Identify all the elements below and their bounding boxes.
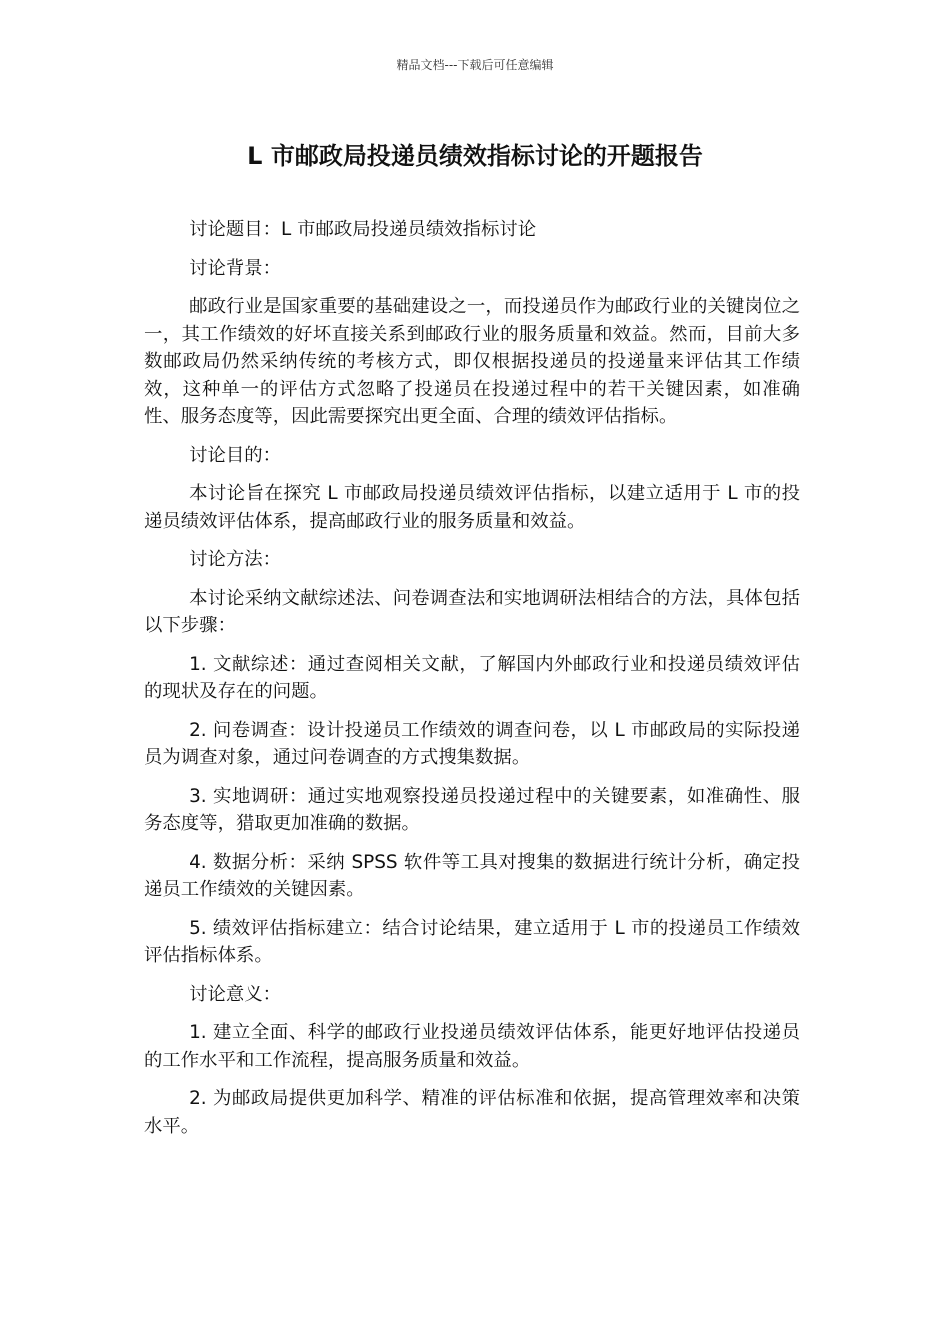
background-paragraph: 邮政行业是国家重要的基础建设之一，而投递员作为邮政行业的关键岗位之一，其工作绩效的好坏直接关系到邮政行业的服务质量和效益。然而，目前大多数邮政局仍然采纳传统的考核方式，即仅根据投递员的投递量来评估其工作绩效，这种单一的评估方式忽略了投递员在投递过程中的若干关键因素，如准确性、服务态度等，因此需要探究出更全面、合理的绩效评估指标。	[144, 296, 800, 427]
document-body	[144, 216, 800, 1151]
document-title: L 市邮政局投递员绩效指标讨论的开题报告	[247, 142, 703, 170]
purpose-paragraph: 本讨论旨在探究 L 市邮政局投递员绩效评估指标，以建立适用于 L 市的投递员绩效评估体系，提高邮政行业的服务质量和效益。	[144, 483, 800, 532]
method-intro-paragraph: 本讨论采纳文献综述法、问卷调查法和实地调研法相结合的方法，具体包括以下步骤：	[144, 587, 800, 636]
section-heading-significance: 讨论意义：	[189, 983, 282, 1005]
section-heading-purpose: 讨论目的：	[189, 444, 282, 466]
topic-line: 讨论题目：L 市邮政局投递员绩效指标讨论	[189, 219, 537, 240]
method-step-2: 2. 问卷调查：设计投递员工作绩效的调查问卷，以 L 市邮政局的实际投递员为调查对象，通过问卷调查的方式搜集数据。	[144, 719, 800, 768]
section-heading-background: 讨论背景：	[189, 257, 282, 279]
method-step-5: 5. 绩效评估指标建立：结合讨论结果，建立适用于 L 市的投递员工作绩效评估指标体系。	[144, 917, 800, 966]
significance-item-2: 2. 为邮政局提供更加科学、精准的评估标准和依据，提高管理效率和决策水平。	[144, 1088, 800, 1137]
method-step-1: 1. 文献综述：通过查阅相关文献，了解国内外邮政行业和投递员绩效评估的现状及存在的问题。	[144, 653, 800, 702]
method-step-4: 4. 数据分析：采纳 SPSS 软件等工具对搜集的数据进行统计分析，确定投递员工作绩效的关键因素。	[144, 851, 800, 900]
method-step-3: 3. 实地调研：通过实地观察投递员投递过程中的关键要素，如准确性、服务态度等，猎取更加准确的数据。	[144, 785, 800, 834]
section-heading-method: 讨论方法：	[189, 549, 282, 570]
header-note: 精品文档---下载后可任意编辑	[396, 58, 554, 72]
significance-item-1: 1. 建立全面、科学的邮政行业投递员绩效评估体系，能更好地评估投递员的工作水平和工作流程，提高服务质量和效益。	[144, 1022, 800, 1071]
